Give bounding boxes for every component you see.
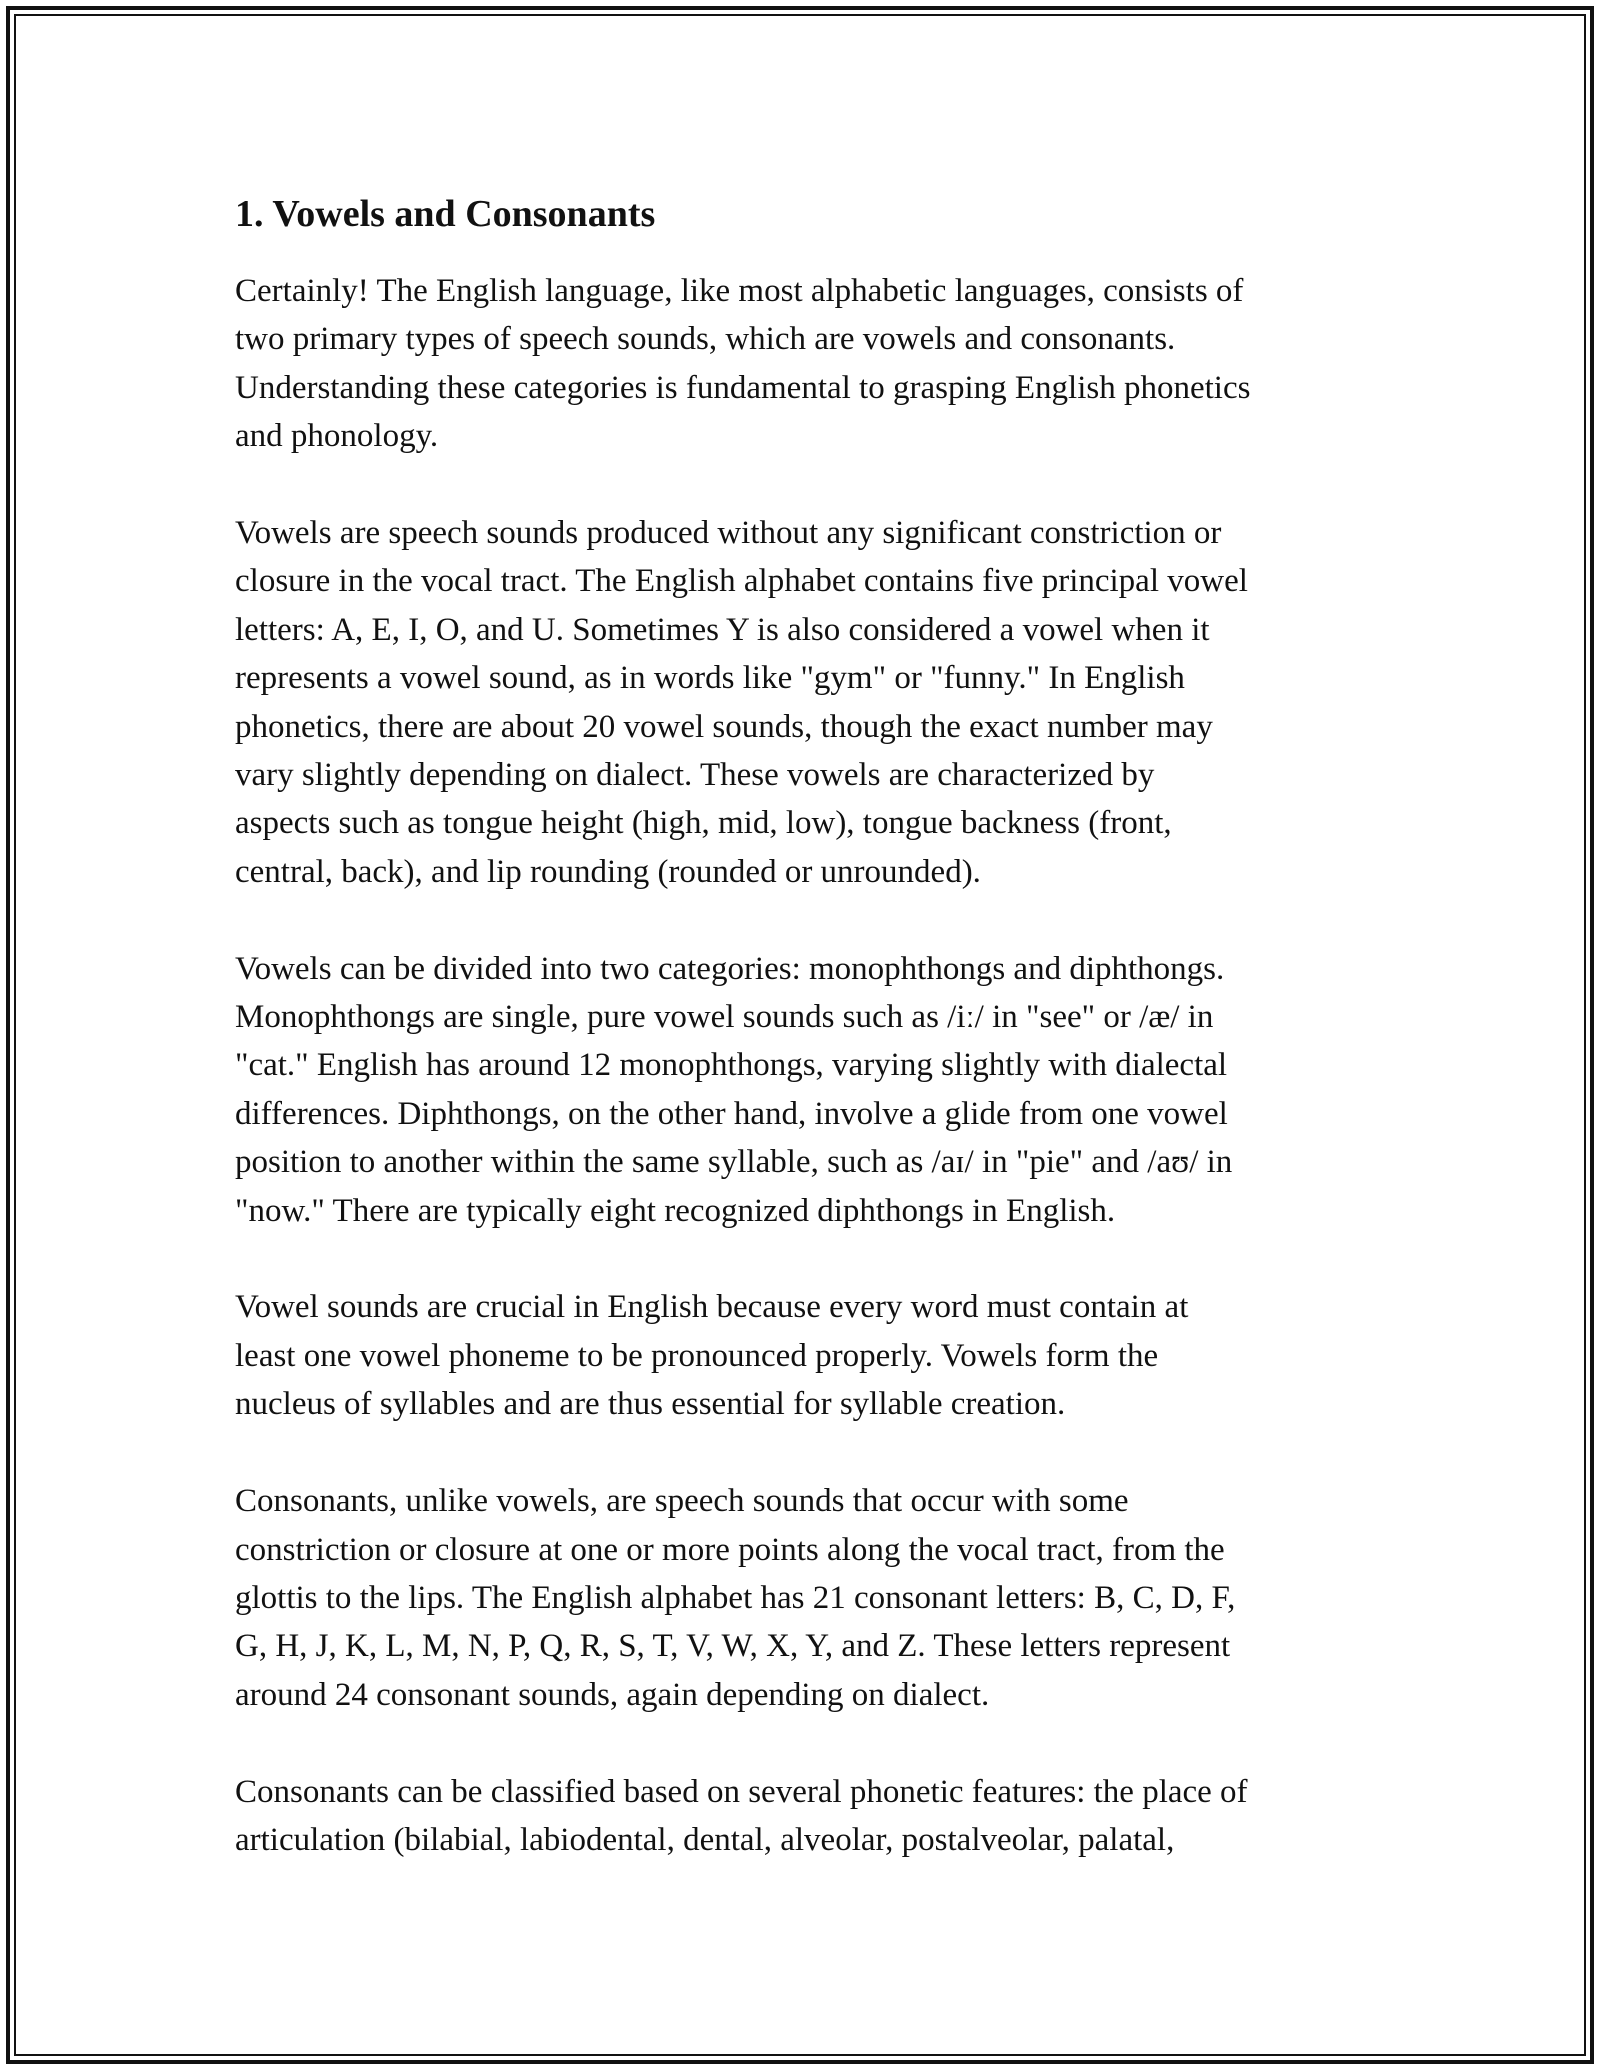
paragraph (235, 945, 1375, 1235)
text-line: glottis to the lips. The English alphabet has 21 consonant letters: B, C, D, F, (235, 1579, 1236, 1616)
text-line: represents a vowel sound, as in words like "gym" or "funny." In English (235, 660, 1185, 697)
section-heading: 1. Vowels and Consonants (235, 193, 656, 235)
text-line: Monophthongs are single, pure vowel sounds such as /iː/ in "see" or /æ/ in (235, 999, 1214, 1036)
text-line: around 24 consonant sounds, again depending on dialect. (235, 1676, 990, 1713)
paragraph (235, 1768, 1375, 1865)
text-line: letters: A, E, I, O, and U. Sometimes Y is also considered a vowel when it (235, 611, 1210, 648)
text-line: phonetics, there are about 20 vowel sounds, though the exact number may (235, 708, 1213, 745)
paragraph (235, 267, 1375, 461)
text-line: constriction or closure at one or more points along the vocal tract, from the (235, 1531, 1225, 1568)
text-line: position to another within the same syllable, such as /aɪ/ in "pie" and /aʊ/ in (235, 1144, 1233, 1181)
text-line: aspects such as tongue height (high, mid, low), tongue backness (front, (235, 805, 1172, 842)
text-line: central, back), and lip rounding (rounded or unrounded). (235, 853, 981, 890)
text-line: Certainly! The English language, like most alphabetic languages, consists of (235, 273, 1244, 309)
text-line: Understanding these categories is fundamental to grasping English phonetics (235, 369, 1251, 406)
text-line: vary slightly depending on dialect. These vowels are characterized by (235, 757, 1155, 794)
document-body (235, 267, 1375, 1864)
document-page (235, 185, 1375, 1913)
paragraph (235, 509, 1375, 896)
text-line: articulation (bilabial, labiodental, dental, alveolar, postalveolar, palatal, (235, 1821, 1175, 1858)
text-line: closure in the vocal tract. The English alphabet contains five principal vowel (235, 563, 1248, 600)
text-line: nucleus of syllables and are thus essential for syllable creation. (235, 1386, 1066, 1423)
text-line: "cat." English has around 12 monophthongs, varying slightly with dialectal (235, 1047, 1228, 1084)
text-line: Vowels can be divided into two categories: monophthongs and diphthongs. (235, 950, 1225, 987)
text-line: Vowels are speech sounds produced without any significant constriction or (235, 515, 1222, 552)
text-line: G, H, J, K, L, M, N, P, Q, R, S, T, V, W, X, Y, and Z. These letters represent (235, 1628, 1231, 1665)
text-line: two primary types of speech sounds, which are vowels and consonants. (235, 321, 1176, 358)
text-line: and phonology. (235, 418, 439, 455)
text-line: differences. Diphthongs, on the other hand, involve a glide from one vowel (235, 1095, 1228, 1132)
text-line: "now." There are typically eight recognized diphthongs in English. (235, 1192, 1116, 1229)
text-line: Vowel sounds are crucial in English because every word must contain at (235, 1289, 1189, 1326)
paragraph (235, 1283, 1375, 1428)
text-line: least one vowel phoneme to be pronounced properly. Vowels form the (235, 1337, 1159, 1374)
text-line: Consonants can be classified based on several phonetic features: the place of (235, 1773, 1248, 1810)
text-line: Consonants, unlike vowels, are speech sounds that occur with some (235, 1483, 1129, 1520)
paragraph (235, 1477, 1375, 1719)
